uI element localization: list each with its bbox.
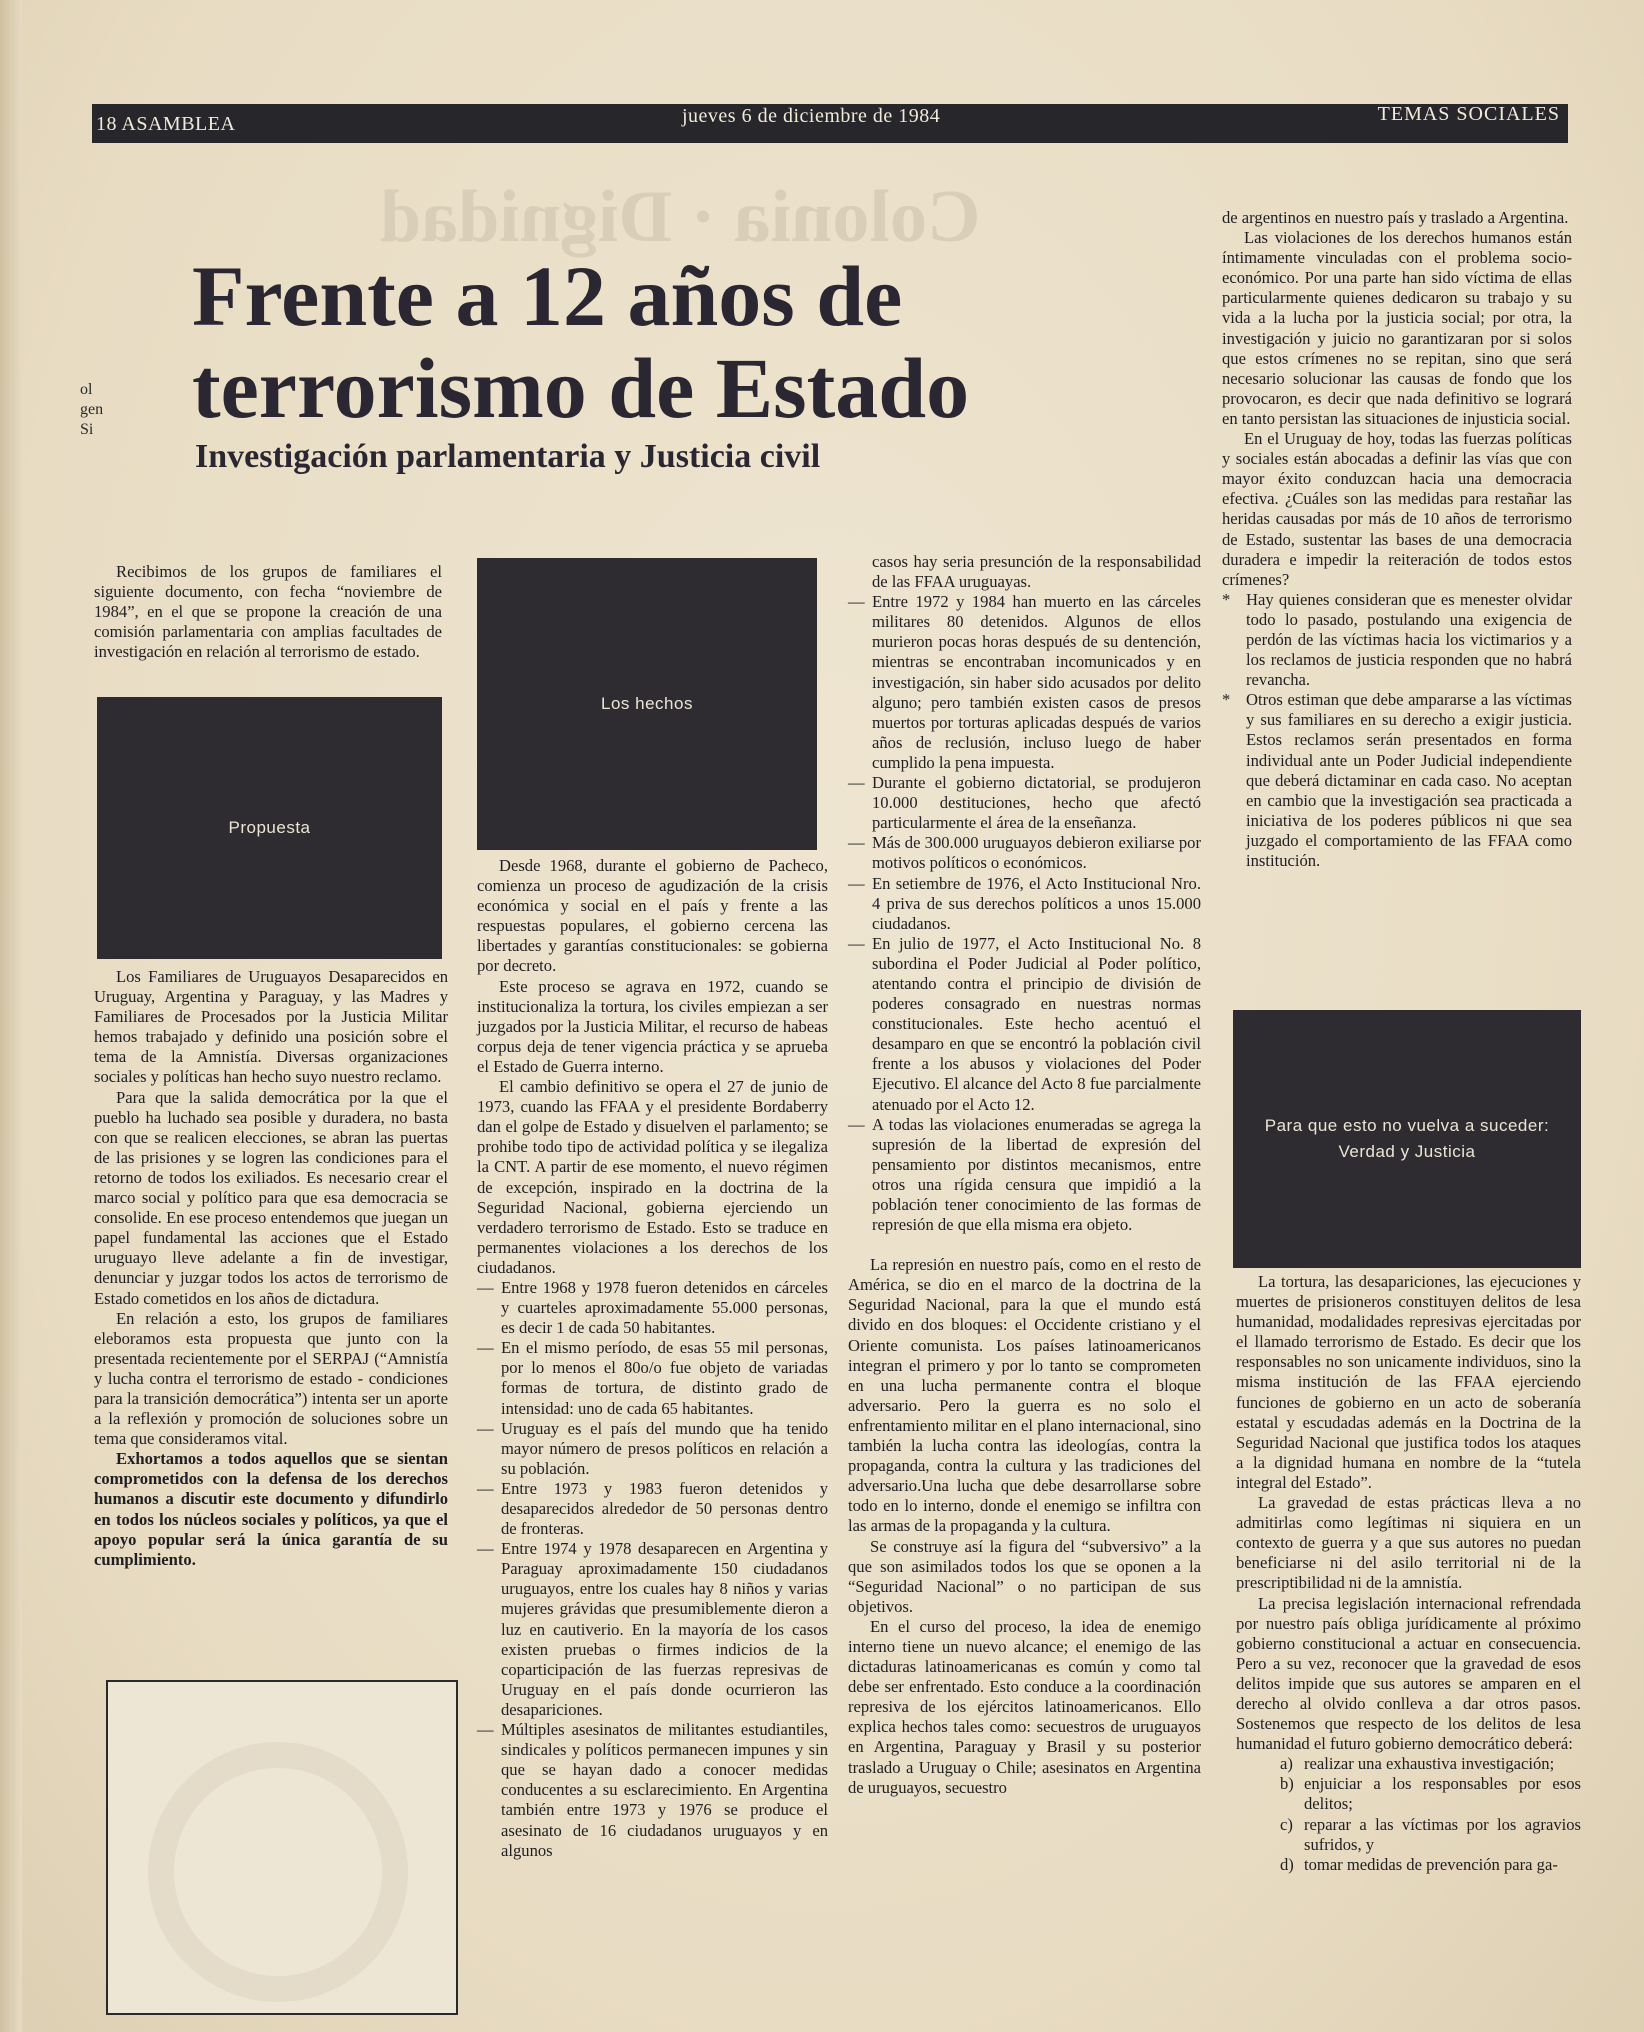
paragraph: La precisa legislación internacional refrendada por nuestro país obliga jurídicamente al próximo gobierno constitucional a actuar en consecuencia. Pero a su vez, reconocer que la gravedad de esos delitos impide que sus autores se amparen en el derecho al olvido conlleva a dar otros pasos. Sostenemos que respecto de los delitos de lesa humanidad el futuro gobierno democrático deberá: (1236, 1593, 1581, 1754)
column-1-intro (94, 562, 442, 662)
empty-photo-frame (106, 1680, 458, 2015)
government-duties-list (1236, 1754, 1581, 1875)
paragraph: Este proceso se agrava en 1972, cuando se institucionaliza la tortura, los civiles empiezan a ser juzgados por la Justicia Militar, el recurso de habeas corpus deja de tener vigencia práctica y se aprueba el Estado de Guerra interno. (477, 976, 828, 1076)
issue-date: jueves 6 de diciembre de 1984 (682, 105, 941, 127)
page-edge (0, 0, 22, 2032)
clipped-margin-text: ol gen Si (80, 381, 104, 438)
box-caption-los-hechos: Los hechos (601, 694, 693, 713)
paragraph: En el curso del proceso, la idea de enemigo interno tiene un nuevo alcance; el enemigo de las dictaduras latinoamericanas es común y como tal debe ser enfrentado. Esto conduce a la coordinación represiva de los ejércitos latinoamericanos. Ello explica hechos tales como: secuestros de uruguayos en Argentina, Paraguay y Brasil y su posterior traslado a Uruguay o Chile; asesinatos en Argentina de uruguayos, secuestro (848, 1616, 1201, 1797)
box-caption-verdad-y-justicia: Para que esto no vuelva a suceder: Verdad y Justicia (1264, 1116, 1550, 1161)
subheadline: Investigación parlamentaria y Justicia civil (195, 438, 821, 475)
paragraph: Desde 1968, durante el gobierno de Pacheco, comienza un proceso de agudización de la crisis económica y social en el país y frente a las respuestas populares, el gobierno cercena las libertades y garantías constitucionales: se gobierna por decreto. (477, 856, 828, 976)
headline-line-2: terrorismo de Estado (192, 340, 970, 436)
continued-text: casos hay seria presunción de la responsabilidad de las FFAA uruguayas. (872, 552, 1201, 592)
paragraph: Los Familiares de Uruguayos Desaparecidos en Uruguay, Argentina y Paraguay, y las Madres y Familiares de Procesados por la Justicia Militar hemos trabajado y definido una posición sobre el tema de la Amnistía. Diversas organizaciones sociales y políticas han hecho suyo nuestro reclamo. (94, 967, 448, 1087)
list-item: b) enjuiciar a los responsables por esos delitos; (1280, 1774, 1581, 1814)
photo-box-propuesta (97, 697, 442, 959)
list-item: c) reparar a las víctimas por los agravios sufridos, y (1280, 1814, 1581, 1854)
column-4-top (1222, 208, 1572, 871)
list-item: — En el mismo período, de esas 55 mil personas, por lo menos el 80o/o fue objeto de variadas formas de tortura, de distinto grado de intensidad: uno de cada 65 habitantes. (477, 1338, 828, 1418)
list-item: * Otros estiman que debe ampararse a las víctimas y sus familiares en su derecho a exigir justicia. Estos reclamos serán presentados en forma individual ante un Poder Judicial independiente que deberá dictaminar en cada caso. No aceptan en cambio que la investigación sea practicada a iniciativa de los poderes públicos ni que sea juzgado el comportamiento de las FFAA como institución. (1222, 690, 1572, 871)
list-item: d) tomar medidas de prevención para ga- (1280, 1854, 1558, 1874)
paragraph: La gravedad de estas prácticas lleva a no admitirlas como legítimas ni siquiera en un contexto de guerra y a que sus autores no puedan beneficiarse ni del asilo territorial ni de la prescriptibilidad ni de la amnistía. (1236, 1493, 1581, 1593)
photo-box-los-hechos (477, 558, 817, 850)
paragraph: La tortura, las desapariciones, las ejecuciones y muertes de prisioneros constituyen delitos de lesa humanidad, modalidades represivas ejercitadas por el llamado terrorismo de Estado. Es decir que los responsables no son unicamente individuos, sino la misma institución de las FFAA ejerciendo funciones de gobierno en un acto de soberanía estatal y escudadas además en la Doctrina de la Seguridad Nacional que justifica todos los ataques a la dignidad humana en nombre de la “tutela integral del Estado”. (1236, 1272, 1581, 1492)
continued-text: de argentinos en nuestro país y traslado a Argentina. (1222, 208, 1569, 227)
list-item: — Entre 1968 y 1978 fueron detenidos en cárceles y cuarteles aproximadamente 55.000 personas, es decir 1 de cada 50 habitantes. (477, 1278, 828, 1338)
spacer (848, 1235, 1201, 1255)
paragraph: Para que la salida democrática por la que el pueblo ha luchado sea posible y duradera, no basta con que se realicen elecciones, se abran las puertas de las prisiones y se logren las condiciones para el retorno de todos los exiliados. Es necesario crear el marco social y político para que esa democracia se consolide. En ese proceso entendemos que juegan un papel fundamental las acciones que el Estado uruguayo lleve adelante a fin de investigar, denunciar y juzgar todos los actos de terrorismo de Estado cometidos en los años de dictadura. (94, 1087, 448, 1308)
list-item: — Múltiples asesinatos de militantes estudiantiles, sindicales y políticos permanecen impunes y sin que se hayan dado a conocer medidas conducentes a su esclarecimiento. En Argentina también entre 1973 y 1976 se produce el asesinato de 16 ciudadanos uruguayos y en algunos (477, 1720, 828, 1861)
list-item: — En julio de 1977, el Acto Institucional No. 8 subordina el Poder Judicial al Poder político, atentando contra el principio de división de poderes consagrado en nuestras normas constitucionales. Este hecho acentuó el desamparo en que se encontró la población civil frente a los abusos y violaciones del Poder Ejecutivo. El alcance del Acto 8 fue parcialmente atenuado por el Acto 12. (848, 934, 1201, 1115)
page-section-left: 18 ASAMBLEA (96, 113, 236, 135)
facts-list-continued (848, 592, 1201, 1235)
column-4-body (1236, 1272, 1581, 1875)
page-section-right: TEMAS SOCIALES (1377, 103, 1560, 125)
paragraph: La represión en nuestro país, como en el resto de América, se dio en el marco de la doctrina de la Seguridad Nacional, para la que el mundo está divido en dos bloques: el Occidente cristiano y el Oriente comunista. Los países latinoamericanos integran el primero y por lo tanto se comprometen en una lucha permanente contra el bloque adversario. Pero la guerra es no solo el enfrentamiento militar en el plano internacional, sino también la lucha contra las ideologías, contra la propaganda, contra la cultura y las tradiciones del adversario.Una lucha que debe desarrollarse sobre todo en lo interno, donde el enemigo se infiltra con las armas de la propaganda y la cultura. (848, 1255, 1201, 1536)
photo-box-verdad-y-justicia (1233, 1010, 1581, 1268)
column-1-body (94, 967, 448, 1570)
box-caption-propuesta: Propuesta (228, 818, 311, 837)
bleed-through-text: Colonia · Dignidad (380, 176, 981, 258)
paragraph: Las violaciones de los derechos humanos están íntimamente vinculadas con el problema socio-económico. Por una parte han sido víctima de ellas particularmente quienes dedicaron su trabajo y su vida a la lucha por la justicia social; por otra, la investigación y juicio no garantizaran por si solos que estos crímenes no se repitan, sino que será necesario solucionar las causas de fondo que los provocaron, es decir que nada definitivo se logrará en tanto persistan las situaciones de injusticia social. (1222, 228, 1572, 428)
positions-list (1222, 590, 1572, 871)
faded-emblem (148, 1742, 408, 2002)
paragraph: En relación a esto, los grupos de familiares eleboramos esta propuesta que junto con la presentada recientemente por el SERPAJ (“Amnistía y lucha contra el terrorismo de estado - condiciones para la transición democrática”) intenta ser un aporte a la reflexión y promoción de soluciones sobre un tema que consideramos vital. (94, 1308, 448, 1449)
column-2-body (477, 856, 828, 1861)
paragraph: En el Uruguay de hoy, todas las fuerzas políticas y sociales están abocadas a definir las vías que con mayor éxito conduzcan hacia una democracia efectiva. ¿Cuáles son las medidas para restañar las heridas causadas por más de 10 años de terrorismo de Estado, sustentar las bases de una democracia duradera e impedir la reiteración de todos estos crímenes? (1222, 429, 1572, 589)
list-item: — Más de 300.000 uruguayos debieron exiliarse por motivos políticos o económicos. (848, 833, 1201, 873)
column-3-body (848, 552, 1201, 1798)
headline-line-1: Frente a 12 años de (192, 248, 903, 344)
paragraph: Se construye así la figura del “subversivo” a la que son asimilados todos los que se oponen a la “Seguridad Nacional” o no participan de sus objetivos. (848, 1536, 1201, 1616)
facts-list (477, 1278, 828, 1861)
exhortation-paragraph: Exhortamos a todos aquellos que se sientan comprometidos con la defensa de los derechos humanos a discutir este documento y difundirlo en todos los núcleos sociales y políticos, ya que el apoyo popular será la única garantía de su cumplimiento. (94, 1449, 448, 1569)
masthead-bar (92, 104, 1568, 143)
list-item: — En setiembre de 1976, el Acto Institucional Nro. 4 priva de sus derechos políticos a unos 15.000 ciudadanos. (848, 874, 1201, 934)
headline (192, 250, 1132, 434)
list-item: — Durante el gobierno dictatorial, se produjeron 10.000 destituciones, hecho que afectó particularmente el área de la enseñanza. (848, 773, 1201, 833)
list-item: — Uruguay es el país del mundo que ha tenido mayor número de presos políticos en relación a su población. (477, 1419, 828, 1479)
paragraph: El cambio definitivo se opera el 27 de junio de 1973, cuando las FFAA y el presidente Bordaberry dan el golpe de Estado y disuelven el parlamento; se prohibe todo tipo de actividad política y se ilegaliza la CNT. A partir de ese momento, el nuevo régimen de excepción, inspirado en la doctrina de la Seguridad Nacional, gobierna ejerciendo un verdadero terrorismo de Estado. Esto se traduce en permanentes violaciones a los derechos de los ciudadanos. (477, 1077, 828, 1277)
intro-paragraph: Recibimos de los grupos de familiares el siguiente documento, con fecha “noviembre de 1984”, en el que se propone la creación de una comisión parlamentaria con amplias facultades de investigación en relación al terrorismo de estado. (94, 562, 442, 662)
list-item: — A todas las violaciones enumeradas se agrega la supresión de la libertad de expresión del pensamiento por distintos mecanismos, entre otros una rígida censura que impidió a la población tener conocimiento de las formas de represión de que ella misma era objeto. (848, 1115, 1201, 1236)
list-item: a) realizar una exhaustiva investigación; (1280, 1754, 1555, 1774)
list-item: * Hay quienes consideran que es menester olvidar todo lo pasado, postulando una exigencia de perdón de las víctimas hacia los victimarios y a los reclamos de justicia responden que no habrá revancha. (1222, 590, 1572, 690)
list-item: — Entre 1974 y 1978 desaparecen en Argentina y Paraguay aproximadamente 150 ciudadanos uruguayos, entre los cuales hay 8 niños y varias mujeres grávidas que presumiblemente dieron a luz en cautiverio. En la mayoría de los casos existen pruebas o firmes indicios de la coparticipación de las fuerzas represivas de Uruguay en el país donde ocurrieron las desapariciones. (477, 1539, 828, 1720)
list-item: — Entre 1973 y 1983 fueron detenidos y desaparecidos alrededor de 50 personas dentro de fronteras. (477, 1479, 828, 1539)
list-item: — Entre 1972 y 1984 han muerto en las cárceles militares 80 detenidos. Algunos de ellos murieron pocas horas después de su dentención, mientras se encontraban incomunicados y en investigación, sin haber sido acusados por delito alguno; pero también existen casos de presos muertos por torturas aplicadas después de varios años de reclusión, incluso luego de haber cumplido la pena impuesta. (848, 592, 1201, 773)
